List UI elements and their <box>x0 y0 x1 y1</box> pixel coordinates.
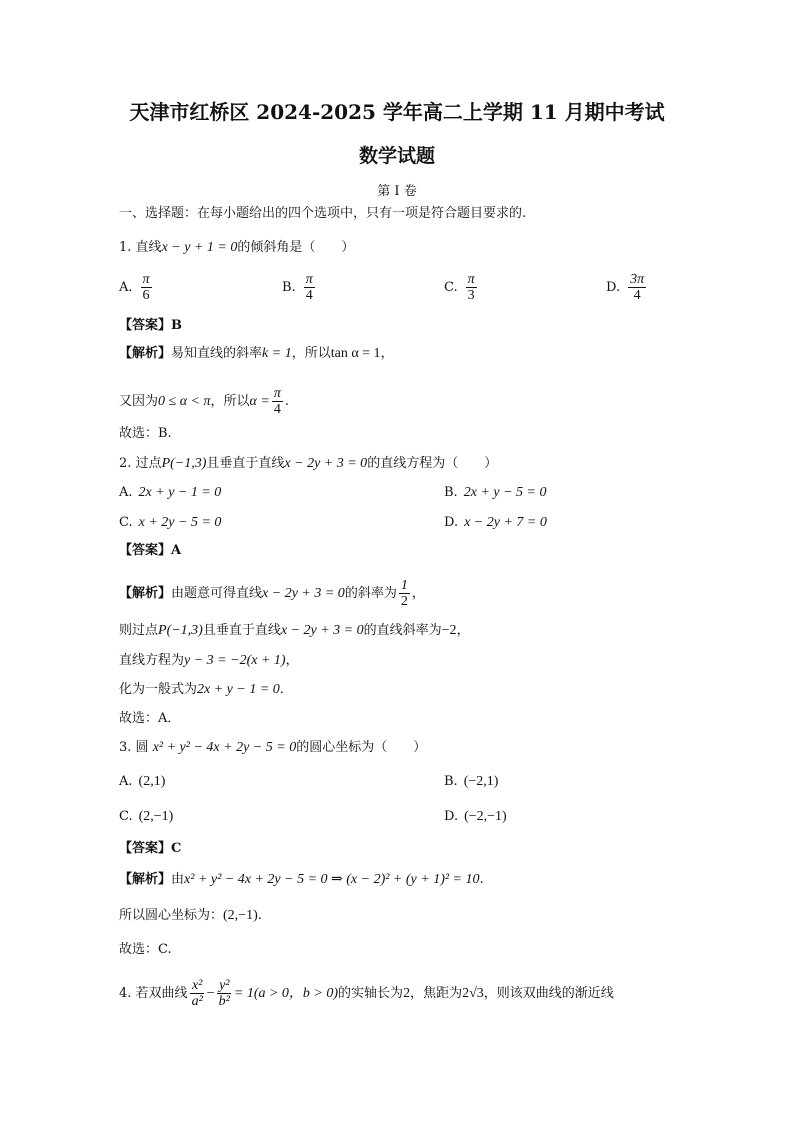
question-4: 4. 若双曲线 $\frac{\text{x²}}{\text{a²}}$ − $\frac{\text{y²}}{\text{b²}}$ = 1(a > 0，b > 0)的实轴长为2，焦距为2√3，则该双曲线的渐近线 <box>119 978 614 1009</box>
q3-option-b: B. (−2,1) <box>444 774 499 789</box>
document-subtitle: 数学试题 <box>358 145 435 167</box>
q2-analysis-line-3: 直线方程为y − 3 = −2(x + 1)， <box>119 653 299 668</box>
q2-conclusion: 故选：A． <box>119 711 181 726</box>
q1-analysis-line-2: 又因为0 ≤ α < π，所以α = $\frac{\pi}{4}$ . <box>119 386 289 417</box>
q3-option-d: D. (−2,−1) <box>444 809 507 824</box>
q2-option-c: C. x + 2y − 5 = 0 <box>119 515 222 530</box>
q3-analysis-line-2: 所以圆心坐标为：(2,−1). <box>119 908 262 923</box>
q1-option-a: A. $\frac{\pi}{6}$ <box>119 272 150 303</box>
q2-analysis-line-2: 则过点P(−1,3)且垂直于直线x − 2y + 3 = 0的直线斜率为−2， <box>119 623 470 638</box>
question-3: 3. 圆 x² + y² − 4x + 2y − 5 = 0的圆心坐标为（ ） <box>119 740 427 755</box>
q2-option-a: A. 2x + y − 1 = 0 <box>119 485 222 500</box>
q2-answer: 【答案】A <box>119 543 182 558</box>
q1-analysis-line-1: 【解析】易知直线的斜率k = 1，所以tan α = 1， <box>119 346 394 361</box>
q1-option-d: D. $\frac{3\pi}{4}$ <box>606 272 645 303</box>
q1-option-c: C. $\frac{\pi}{3}$ <box>444 272 475 303</box>
section-instruction: 一、选择题：在每小题给出的四个选项中，只有一项是符合题目要求的. <box>119 206 527 221</box>
q2-option-b: B. 2x + y − 5 = 0 <box>444 485 547 500</box>
q1-option-b: B. $\frac{\pi}{4}$ <box>282 272 313 303</box>
part-label: 第 I 卷 <box>377 184 417 199</box>
q3-conclusion: 故选：C. <box>119 942 172 957</box>
q2-option-d: D. x − 2y + 7 = 0 <box>444 515 547 530</box>
q3-answer: 【答案】C <box>119 841 182 856</box>
question-1: 1. 直线x − y + 1 = 0的倾斜角是（ ） <box>119 240 355 255</box>
q3-option-a: A. (2,1) <box>119 774 166 789</box>
q1-answer: 【答案】B <box>119 318 182 333</box>
q3-analysis-line-1: 【解析】由x² + y² − 4x + 2y − 5 = 0 ⇒ (x − 2)² + (y + 1)² = 10. <box>119 872 484 887</box>
q3-option-c: C. (2,−1) <box>119 809 174 824</box>
q2-analysis-line-1: 【解析】由题意可得直线x − 2y + 3 = 0的斜率为 $\frac{1}{2}$ ， <box>119 578 425 609</box>
q2-analysis-line-4: 化为一般式为2x + y − 1 = 0． <box>119 682 293 697</box>
question-2: 2. 过点P(−1,3)且垂直于直线x − 2y + 3 = 0的直线方程为（ ） <box>119 456 498 471</box>
document-title: 天津市红桥区 2024-2025 学年高二上学期 11 月期中考试 <box>129 100 665 124</box>
q1-conclusion: 故选：B. <box>119 426 172 441</box>
